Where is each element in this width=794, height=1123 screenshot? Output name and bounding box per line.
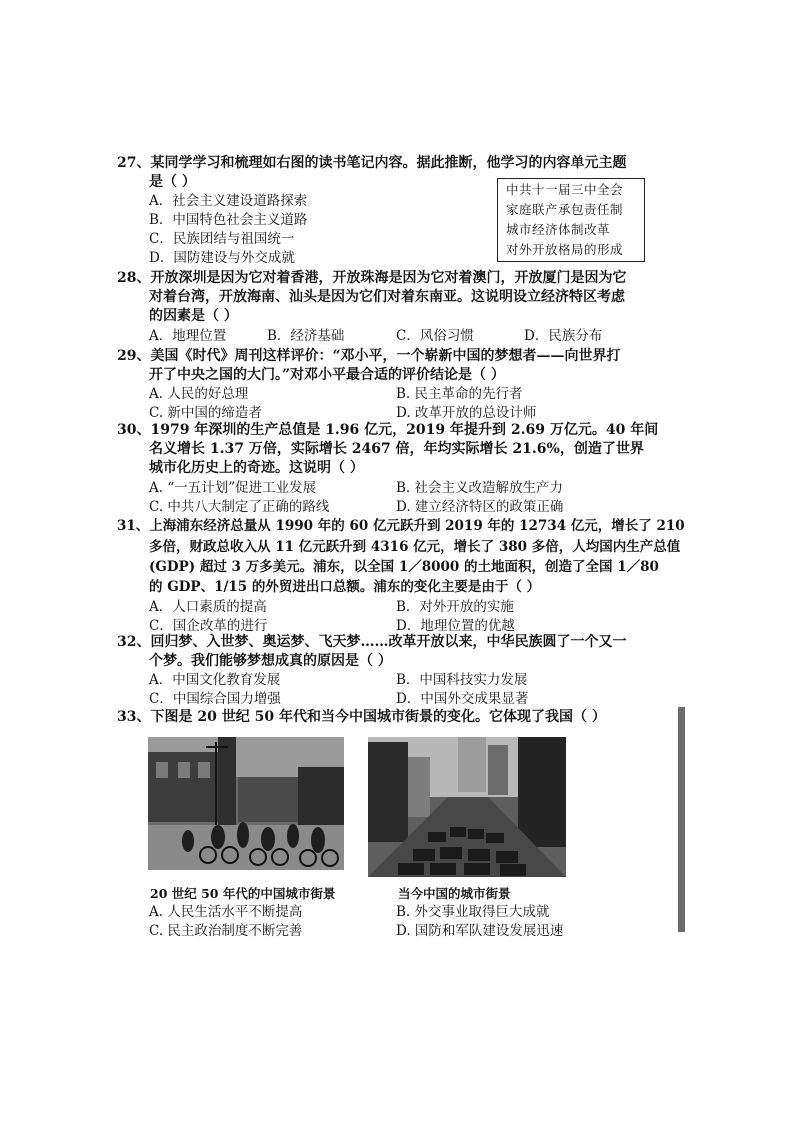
q32-option-b[interactable]: B．中国科技实力发展 — [396, 672, 528, 688]
q30-option-b[interactable]: B. 社会主义改造解放生产力 — [396, 480, 564, 496]
q28-stem-line2: 对着台湾，开放海南、汕头是因为它们对着东南亚。这说明设立经济特区考虑 — [149, 289, 625, 305]
q33-option-b[interactable]: B. 外交事业取得巨大成就 — [396, 904, 550, 920]
q29-option-d[interactable]: D. 改革开放的总设计师 — [396, 405, 537, 421]
q31-option-b[interactable]: B．对外开放的实施 — [396, 599, 514, 615]
q31-stem-line4: 的 GDP、1/15 的外贸进出口总额。浦东的变化主要是由于（ ） — [149, 579, 541, 595]
q33-option-c[interactable]: C. 民主政治制度不断完善 — [149, 923, 303, 939]
q30-option-d[interactable]: D. 建立经济特区的政策正确 — [396, 499, 564, 515]
q30-stem-line2: 名义增长 1.37 万倍，实际增长 2467 倍，年均实际增长 21.6%，创造了世界 — [149, 441, 644, 457]
q33-option-a[interactable]: A. 人民生活水平不断提高 — [149, 904, 303, 920]
q31-option-c[interactable]: C．国企改革的进行 — [149, 618, 268, 634]
street-1950s-photo — [148, 737, 344, 870]
street-modern-photo — [368, 737, 566, 877]
notes-line: 家庭联产承包责任制 — [506, 202, 624, 217]
q29-stem-line2: 开了中央之国的大门。”对邓小平最合适的评价结论是（ ） — [149, 367, 505, 383]
q32-option-c[interactable]: C．中国综合国力增强 — [149, 691, 281, 707]
q31-stem-line1: 31、上海浦东经济总量从 1990 年的 60 亿元跃升到 2019 年的 12734 亿元，增长了 210 — [117, 518, 685, 534]
q28-option-b[interactable]: B．经济基础 — [267, 328, 345, 344]
q31-option-a[interactable]: A．人口素质的提高 — [149, 599, 267, 615]
q32-option-d[interactable]: D．中国外交成果显著 — [396, 691, 529, 707]
q32-stem-line1: 32、回归梦、入世梦、奥运梦、飞天梦……改革开放以来，中华民族圆了一个又一 — [117, 634, 627, 650]
q28-stem-line1: 28、开放深圳是因为它对着香港，开放珠海是因为它对着澳门，开放厦门是因为它 — [117, 270, 627, 286]
q30-option-c[interactable]: C. 中共八大制定了正确的路线 — [149, 499, 330, 515]
q29-stem-line1: 29、美国《时代》周刊这样评价：“邓小平，一个崭新中国的梦想者——向世界打 — [117, 348, 621, 364]
q31-stem-line2: 多倍，财政总收入从 11 亿元跃升到 4316 亿元，增长了 380 多倍，人均国内生产总值 — [149, 539, 681, 555]
q32-stem-line2: 个梦。我们能够梦想成真的原因是（ ） — [149, 653, 392, 669]
q27-stem-line1: 27、某同学学习和梳理如右图的读书笔记内容。据此推断，他学习的内容单元主题 — [117, 155, 627, 171]
q29-option-a[interactable]: A. 人民的好总理 — [149, 386, 249, 402]
notes-line: 城市经济体制改革 — [506, 222, 611, 237]
q27-option-d[interactable]: D．国防建设与外交成就 — [149, 250, 295, 266]
q29-option-b[interactable]: B. 民主革命的先行者 — [396, 386, 523, 402]
q28-option-c[interactable]: C．风俗习惯 — [396, 328, 474, 344]
q33-stem-line1: 33、下图是 20 世纪 50 年代和当今中国城市街景的变化。它体现了我国（ ） — [117, 709, 606, 725]
caption-1950s: 20 世纪 50 年代的中国城市街景 — [150, 886, 336, 901]
q28-option-a[interactable]: A．地理位置 — [149, 328, 227, 344]
q33-option-d[interactable]: D. 国防和军队建设发展迅速 — [396, 923, 564, 939]
notes-line: 中共十一届三中全会 — [506, 182, 624, 197]
q27-stem-line2: 是（ ） — [149, 174, 196, 190]
q32-option-a[interactable]: A．中国文化教育发展 — [149, 672, 281, 688]
q30-stem-line1: 30、1979 年深圳的生产总值是 1.96 亿元，2019 年提升到 2.69 万亿元。40 年间 — [117, 422, 659, 438]
q28-option-d[interactable]: D．民族分布 — [524, 328, 603, 344]
reading-notes-box — [497, 178, 645, 262]
q31-stem-line3: (GDP) 超过 3 万多美元。浦东，以全国 1／8000 的土地面积，创造了全国 1／80 — [149, 559, 659, 575]
notes-line: 对外开放格局的形成 — [506, 242, 624, 257]
q30-option-a[interactable]: A. “一五计划”促进工业发展 — [149, 480, 317, 496]
q30-stem-line3: 城市化历史上的奇迹。这说明（ ） — [149, 460, 364, 476]
q27-option-b[interactable]: B．中国特色社会主义道路 — [149, 212, 308, 228]
q28-stem-line3: 的因素是（ ） — [149, 308, 238, 324]
q27-option-a[interactable]: A．社会主义建设道路探索 — [149, 193, 308, 209]
q31-option-d[interactable]: D．地理位置的优越 — [396, 618, 515, 634]
caption-modern: 当今中国的城市街景 — [398, 886, 511, 901]
q27-option-c[interactable]: C．民族团结与祖国统一 — [149, 231, 295, 247]
scan-edge-mark — [678, 707, 685, 932]
q29-option-c[interactable]: C. 新中国的缔造者 — [149, 405, 262, 421]
